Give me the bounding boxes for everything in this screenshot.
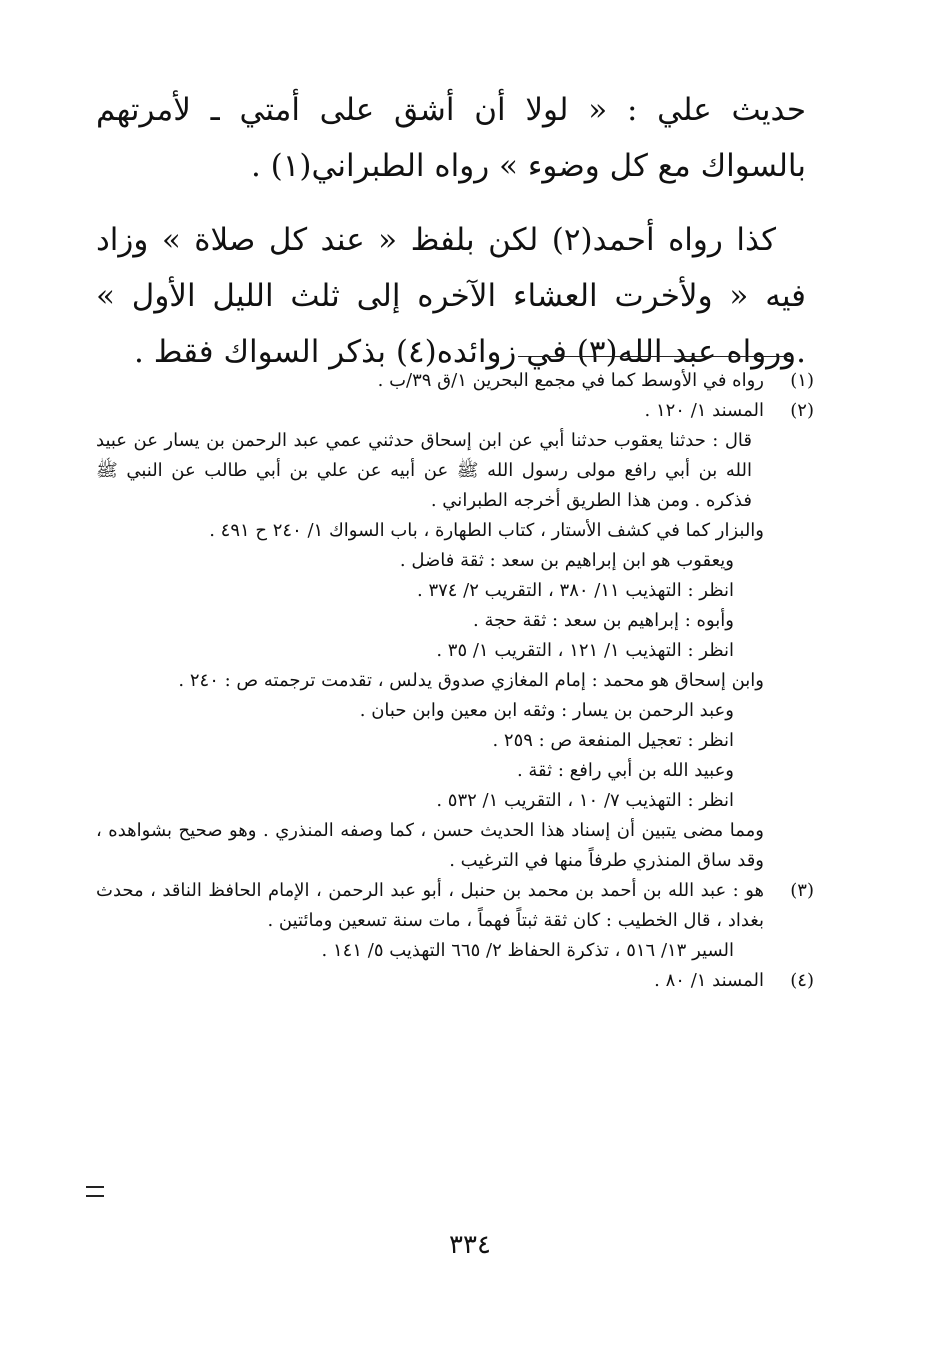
footnote-2-line-3: وأبوه : إبراهيم بن سعد : ثقة حجة . bbox=[473, 610, 734, 631]
footnote-1-text: رواه في الأوسط كما في مجمع البحرين ١/ق ٣٩/ب . bbox=[377, 370, 764, 391]
footnote-2-line-2: انظر : التهذيب ١١/ ٣٨٠ ، التقريب ٢/ ٣٧٤ . bbox=[416, 580, 734, 601]
footnote-2-conclusion: ومما مضى يتبين أن إسناد هذا الحديث حسن ، كما وصفه المنذري . وهو صحيح بشواهده ، وقد ساق المنذري طرفاً منها في الترغيب . bbox=[96, 820, 764, 871]
footnote-2-line-5: وعبد الرحمن بن يسار : وثقه ابن معين وابن حبان . bbox=[359, 700, 734, 721]
footnote-2-line-4: انظر : التهذيب ١/ ١٢١ ، التقريب ١/ ٣٥ . bbox=[436, 640, 734, 661]
footnote-4 bbox=[96, 966, 814, 996]
footnotes bbox=[96, 366, 814, 996]
footnote-2-isnad: قال : حدثنا يعقوب حدثنا أبي عن ابن إسحاق حدثني عمي عبد الرحمن بن يسار عن عبيد الله بن أبي رافع مولى رسول الله ﷺ عن أبيه عن علي بن أبي طالب عن النبي ﷺ فذكره . ومن هذا الطريق أخرجه الطبراني . bbox=[96, 430, 752, 511]
footnote-2 bbox=[96, 396, 814, 426]
footnote-2-ishaq: وابن إسحاق هو محمد : إمام المغازي صدوق يدلس ، تقدمت ترجمته ص : ٢٤٠ . bbox=[178, 670, 764, 691]
footnote-1-number: (١) bbox=[790, 370, 814, 391]
footnote-2-line-6: انظر : تعجيل المنفعة ص : ٢٥٩ . bbox=[492, 730, 734, 751]
continuation-mark bbox=[86, 1186, 104, 1197]
footnote-3 bbox=[96, 876, 814, 936]
footnote-4-number: (٤) bbox=[790, 970, 814, 991]
footnote-2-number: (٢) bbox=[790, 400, 814, 421]
page-number: ٣٣٤ bbox=[449, 1230, 491, 1260]
footnote-2-text: المسند ١/ ١٢٠ . bbox=[644, 400, 764, 421]
footnote-divider bbox=[518, 356, 790, 357]
footnote-2-line-1: ويعقوب هو ابن إبراهيم بن سعد : ثقة فاضل . bbox=[399, 550, 734, 571]
footnote-1 bbox=[96, 366, 814, 396]
footnote-3-text: هو : عبد الله بن أحمد بن محمد بن حنبل ، أبو عبد الرحمن ، الإمام الحافظ الناقد ، محدث بغداد ، قال الخطيب : كان ثقة ثبتاً فهماً ، مات سنة تسعين ومائتين . bbox=[96, 880, 764, 931]
footnote-3-number: (٣) bbox=[790, 880, 814, 901]
footnote-2-line-8: انظر : التهذيب ٧/ ١٠ ، التقريب ١/ ٥٣٢ . bbox=[436, 790, 734, 811]
footnote-3-refs: السير ١٣/ ٥١٦ ، تذكرة الحفاظ ٢/ ٦٦٥ التهذيب ٥/ ١٤١ . bbox=[321, 940, 734, 961]
footnote-2-bazzar: والبزار كما في كشف الأستار ، كتاب الطهارة ، باب السواك ١/ ٢٤٠ ح ٤٩١ . bbox=[209, 520, 764, 541]
footnote-2-line-7: وعبيد الله بن أبي رافع : ثقة . bbox=[516, 760, 734, 781]
main-paragraph-1: حديث علي : « لولا أن أشق على أمتي ـ لأمرتهم بالسواك مع كل وضوء » رواه الطبراني(١) . bbox=[96, 92, 806, 184]
main-paragraph-2: كذا رواه أحمد(٢) لكن بلفظ « عند كل صلاة » وزاد فيه « ولأخرت العشاء الآخره إلى ثلث الليل الأول » .ورواه عبد الله(٣) في زوائده(٤) بذكر السواك فقط . bbox=[96, 222, 806, 370]
footnote-4-text: المسند ١/ ٨٠ . bbox=[654, 970, 764, 991]
